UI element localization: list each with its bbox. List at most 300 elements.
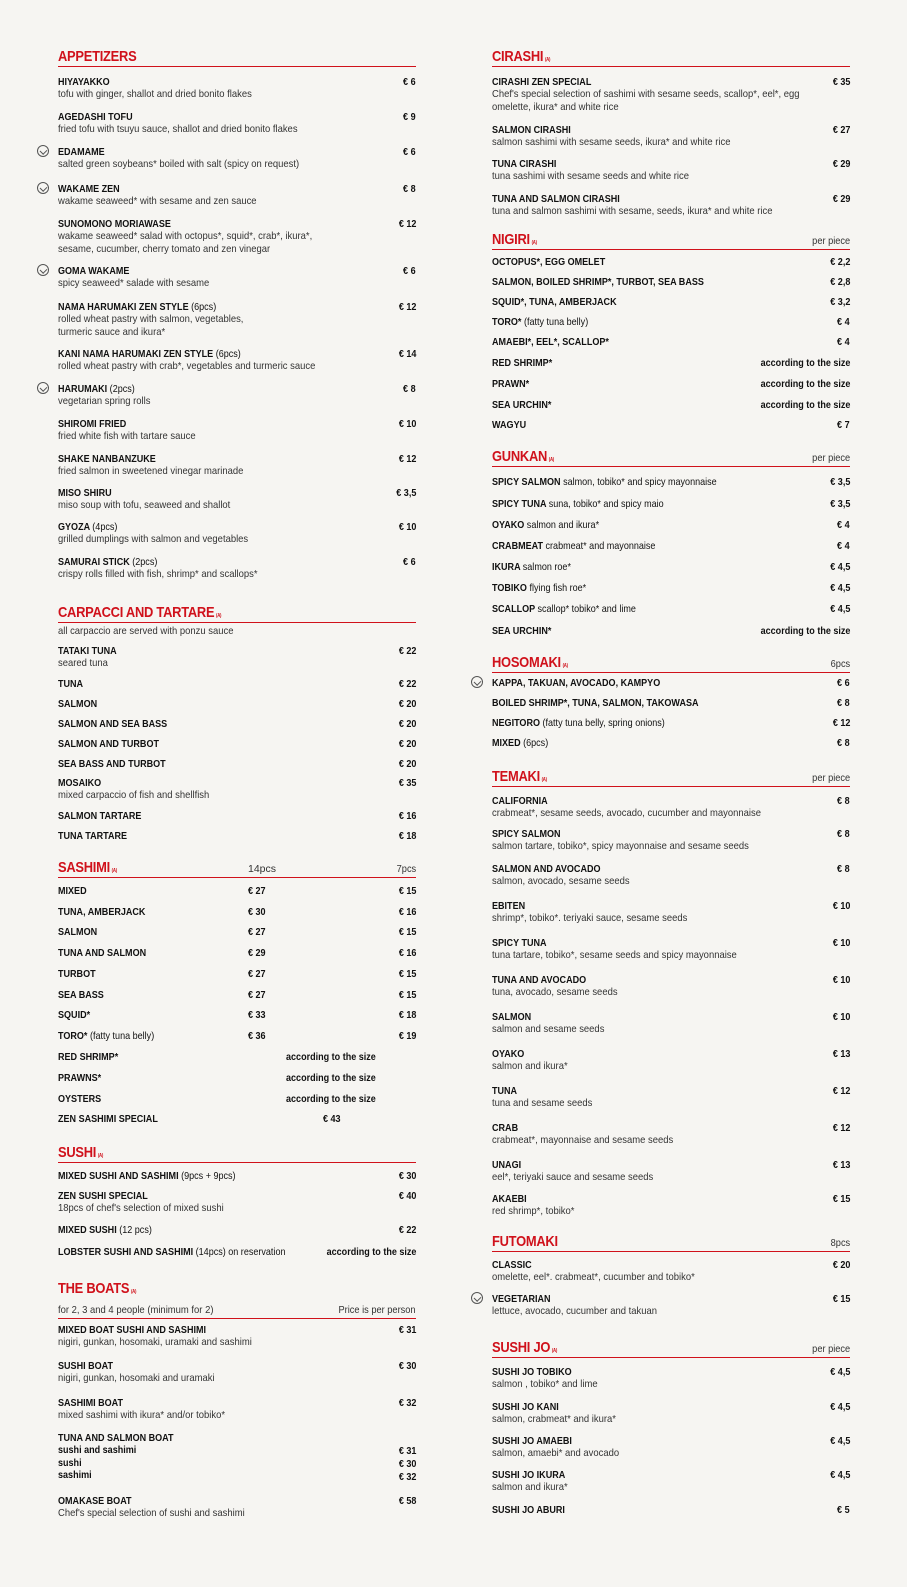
pieces-note: 8pcs	[830, 1237, 850, 1249]
item-price: € 10	[398, 418, 416, 430]
section-header	[58, 857, 416, 878]
item-name: TUNA	[492, 1085, 518, 1097]
item-price: € 29	[248, 947, 266, 959]
item-name: SUSHI JO ABURI	[492, 1504, 565, 1516]
item-extra: (2pcs)	[132, 556, 158, 568]
menu-item	[492, 519, 850, 531]
menu-item	[492, 1259, 850, 1284]
item-name: WAKAME ZEN	[58, 183, 120, 195]
item-name: SPICY SALMON	[492, 828, 561, 840]
item-price: € 8	[837, 828, 850, 840]
menu-item	[492, 193, 850, 218]
item-price: € 22	[398, 678, 416, 690]
item-description: Chef's special selection of sushi and sashimi	[58, 1507, 245, 1519]
section-title: THE BOATS (A)	[58, 1280, 137, 1297]
item-name: OYAKO	[492, 519, 525, 531]
item-description: sushi and sashimi	[58, 1444, 137, 1456]
item-name: TUNA TARTARE	[58, 830, 128, 842]
item-name: OMAKASE BOAT	[58, 1495, 132, 1507]
menu-item	[58, 418, 416, 443]
allergen-mark: (A)	[551, 1348, 558, 1354]
sushi-section	[58, 1142, 416, 1163]
item-price: € 8	[403, 383, 416, 395]
item-price: € 27	[248, 926, 266, 938]
item-name: SALMON	[492, 1011, 532, 1023]
item-name	[492, 737, 800, 749]
appetizers-section	[58, 46, 416, 67]
item-price: € 4,5	[829, 561, 850, 573]
menu-item	[58, 698, 416, 710]
item-name: TUNA AND AVOCADO	[492, 974, 587, 986]
item-name: TUNA	[58, 678, 84, 690]
menu-item	[58, 218, 416, 255]
menu-item	[492, 697, 850, 709]
item-price: € 32	[398, 1471, 416, 1483]
item-extra: (2pcs)	[109, 383, 135, 395]
item-price: according to the size	[286, 1051, 376, 1063]
item-name: AMAEBI*, EEL*, SCALLOP*	[492, 336, 609, 348]
item-description: lettuce, avocado, cucumber and takuan	[492, 1305, 657, 1317]
item-name: SALMON AND AVOCADO	[492, 863, 601, 875]
menu-item	[58, 1224, 416, 1236]
item-name: SQUID*	[58, 1009, 91, 1021]
item-description: 18pcs of chef's selection of mixed sushi	[58, 1202, 224, 1214]
column-header-7pcs: 7pcs	[396, 863, 416, 875]
item-price: according to the size	[760, 378, 850, 390]
menu-item	[492, 1504, 850, 1516]
menu-item	[492, 378, 850, 390]
item-name: MIXED SUSHI	[58, 1224, 117, 1236]
item-description: red shrimp*, tobiko*	[492, 1205, 575, 1217]
item-price: € 10	[832, 937, 850, 949]
per-piece-note: per piece	[811, 772, 850, 784]
item-description: fried tofu with tsuyu sauce, shallot and dried bonito flakes	[58, 123, 298, 135]
item-price: € 4	[837, 336, 850, 348]
menu-item	[492, 737, 850, 749]
menu-item	[58, 968, 416, 980]
allergen-mark: (A)	[531, 240, 537, 246]
menu-item	[492, 336, 850, 348]
menu-item	[58, 1246, 416, 1258]
item-description: omelette, eel*. crabmeat*, cucumber and tobiko*	[492, 1271, 695, 1283]
item-name	[58, 1030, 366, 1042]
item-extra: (12 pcs)	[119, 1224, 152, 1236]
menu-item	[492, 1159, 850, 1184]
menu-item	[58, 645, 416, 670]
section-title: TEMAKI (A)	[492, 768, 547, 785]
section-header	[492, 46, 850, 67]
item-name: MOSAIKO	[58, 777, 102, 789]
item-price: € 4,5	[829, 1366, 850, 1378]
item-price: € 2,2	[829, 256, 850, 268]
menu-item	[492, 937, 850, 962]
item-price: € 15	[398, 968, 416, 980]
item-name: AGEDASHI TOFU	[58, 111, 133, 123]
menu-item	[492, 900, 850, 925]
menu-item	[58, 76, 416, 101]
temaki-section	[492, 766, 850, 787]
item-description: rolled wheat pastry with salmon, vegetables,	[58, 313, 244, 325]
section-title: HOSOMAKI (A)	[492, 654, 568, 671]
item-price: € 13	[832, 1159, 850, 1171]
menu-item	[58, 146, 416, 171]
item-description: nigiri, gunkan, hosomaki and uramaki	[58, 1372, 215, 1384]
menu-item	[492, 625, 850, 637]
item-price: according to the size	[760, 625, 850, 637]
item-price: € 9	[403, 111, 416, 123]
allergen-mark: (A)	[111, 868, 117, 874]
menu-item	[58, 810, 416, 822]
item-price: € 10	[832, 1011, 850, 1023]
menu-item	[58, 1324, 416, 1349]
item-name: WAGYU	[492, 419, 527, 431]
item-price: € 13	[832, 1048, 850, 1060]
item-extra: (6pcs)	[191, 301, 217, 313]
item-price: € 3,2	[829, 296, 850, 308]
menu-item	[492, 1011, 850, 1036]
item-description: turmeric sauce and ikura*	[58, 325, 166, 338]
item-description: mixed sashimi with ikura* and/or tobiko*	[58, 1409, 226, 1421]
item-description: tuna tartare, tobiko*, sesame seeds and spicy mayonnaise	[492, 949, 737, 961]
section-header	[492, 766, 850, 787]
item-price: € 27	[832, 124, 850, 136]
item-extra: (fatty tuna belly)	[523, 316, 589, 328]
menu-item	[492, 316, 850, 328]
menu-item	[492, 1469, 850, 1494]
item-description: tofu with ginger, shallot and dried bonito flakes	[58, 88, 252, 100]
item-price: € 16	[398, 906, 416, 918]
item-description: tuna sashimi with sesame seeds and white rice	[492, 170, 689, 182]
item-price: € 30	[398, 1360, 416, 1372]
item-price: € 30	[248, 906, 266, 918]
item-name: SQUID*, TUNA, AMBERJACK	[492, 296, 617, 308]
item-name: SPICY TUNA	[492, 498, 547, 510]
vegetarian-icon	[471, 1292, 483, 1304]
item-price: € 19	[398, 1030, 416, 1042]
section-title: SASHIMI (A)	[58, 859, 117, 876]
item-price: € 4,5	[829, 1435, 850, 1447]
item-name: SALMON TARTARE	[58, 810, 142, 822]
item-extra: (6pcs)	[215, 348, 241, 360]
item-name: SEA URCHIN*	[492, 399, 552, 411]
menu-item	[492, 828, 850, 853]
item-name: CIRASHI ZEN SPECIAL	[492, 76, 592, 88]
item-price: € 16	[398, 947, 416, 959]
menu-item	[58, 830, 416, 842]
item-name	[492, 519, 800, 531]
menu-item	[58, 926, 416, 938]
item-name: OYAKO	[492, 1048, 525, 1060]
item-price: according to the size	[326, 1246, 416, 1258]
menu-item	[58, 885, 416, 897]
menu-item	[492, 717, 850, 729]
item-price: € 30	[398, 1458, 416, 1470]
item-price: € 27	[248, 989, 266, 1001]
menu-item	[492, 974, 850, 999]
futomaki-section	[492, 1231, 850, 1252]
menu-item	[492, 296, 850, 308]
menu-item	[492, 1193, 850, 1218]
item-name: SALMON	[58, 926, 98, 938]
item-name: KAPPA, TAKUAN, AVOCADO, KAMPYO	[492, 677, 661, 689]
item-description: wakame seaweed* with sesame and zen sauce	[58, 195, 257, 207]
item-price: € 20	[398, 738, 416, 750]
section-subtitle: all carpaccio are served with ponzu sauce	[58, 625, 234, 637]
menu-item	[58, 1397, 416, 1422]
item-price: € 6	[403, 556, 416, 568]
item-price: € 15	[832, 1293, 850, 1305]
item-name	[58, 521, 366, 533]
section-header	[492, 1337, 850, 1358]
menu-item	[492, 677, 850, 689]
item-price: € 7	[837, 419, 850, 431]
menu-item	[58, 265, 416, 290]
item-price: € 27	[248, 968, 266, 980]
item-name	[492, 540, 800, 552]
section-title: FUTOMAKI	[492, 1233, 558, 1250]
item-description: omelette, ikura* and white rice	[492, 100, 619, 113]
item-name	[58, 556, 366, 568]
item-price: € 8	[837, 697, 850, 709]
item-name: SALMON CIRASHI	[492, 124, 571, 136]
item-price: € 20	[398, 758, 416, 770]
item-name: SALMON AND TURBOT	[58, 738, 159, 750]
item-name	[492, 316, 800, 328]
item-price: € 22	[398, 645, 416, 657]
item-price: € 15	[398, 885, 416, 897]
item-extra: (fatty tuna belly)	[89, 1030, 155, 1042]
menu-item	[58, 1432, 416, 1482]
item-name: GYOZA	[58, 521, 90, 533]
section-title: NIGIRI (A)	[492, 231, 537, 248]
menu-item	[492, 1435, 850, 1460]
item-description: salmon, crabmeat* and ikura*	[492, 1413, 616, 1425]
item-name: AKAEBI	[492, 1193, 527, 1205]
item-description: grilled dumplings with salmon and vegetables	[58, 533, 249, 545]
allergen-mark: (A)	[541, 777, 547, 783]
item-name: TOBIKO	[492, 582, 527, 594]
per-piece-note: per piece	[811, 1343, 850, 1355]
section-title: GUNKAN (A)	[492, 448, 554, 465]
item-price: € 35	[832, 76, 850, 88]
menu-item	[58, 947, 416, 959]
item-name: SEA URCHIN*	[492, 625, 552, 637]
item-name: TUNA AND SALMON BOAT	[58, 1432, 174, 1444]
item-price: € 4,5	[829, 603, 850, 615]
vegetarian-icon	[37, 145, 49, 157]
item-description: fried salmon in sweetened vinegar marinade	[58, 465, 244, 477]
item-extra: (4pcs)	[92, 521, 118, 533]
item-name: HARUMAKI	[58, 383, 108, 395]
item-price: € 32	[398, 1397, 416, 1409]
item-price: € 33	[248, 1009, 266, 1021]
menu-item	[58, 1495, 416, 1520]
item-description: shrimp*, tobiko*. teriyaki sauce, sesame seeds	[492, 912, 688, 924]
item-name: SALMON	[58, 698, 98, 710]
menu-item	[58, 718, 416, 730]
menu-item	[58, 1360, 416, 1385]
item-name: BOILED SHRIMP*, TUNA, SALMON, TAKOWASA	[492, 697, 699, 709]
item-name: RED SHRIMP*	[58, 1051, 119, 1063]
item-description: salmon and sesame seeds	[492, 1023, 605, 1035]
item-name: SASHIMI BOAT	[58, 1397, 124, 1409]
item-name: SEA BASS	[58, 989, 104, 1001]
boats-section	[58, 1278, 416, 1319]
item-price: € 18	[398, 1009, 416, 1021]
item-name: GOMA WAKAME	[58, 265, 130, 277]
item-description: salmon and ikura*	[492, 1481, 568, 1493]
item-description: vegetarian spring rolls	[58, 395, 151, 407]
item-price: € 4,5	[829, 1469, 850, 1481]
item-name: KANI NAMA HARUMAKI ZEN STYLE	[58, 348, 214, 360]
item-price: € 36	[248, 1030, 266, 1042]
section-title: SUSHI (A)	[58, 1144, 104, 1161]
item-name: RED SHRIMP*	[492, 357, 553, 369]
item-price: € 4	[837, 540, 850, 552]
item-extra: salmon roe*	[522, 561, 571, 573]
item-price: € 58	[398, 1495, 416, 1507]
item-name: MISO SHIRU	[58, 487, 112, 499]
item-price: € 12	[398, 218, 416, 230]
item-price: € 10	[832, 974, 850, 986]
item-price: € 29	[832, 193, 850, 205]
allergen-mark: (A)	[562, 663, 568, 669]
vegetarian-icon	[37, 264, 49, 276]
menu-item	[58, 906, 416, 918]
item-name: NEGITORO	[492, 717, 540, 729]
item-price: € 2,8	[829, 276, 850, 288]
item-price: € 30	[398, 1170, 416, 1182]
item-name: TURBOT	[58, 968, 96, 980]
item-name: SUSHI JO TOBIKO	[492, 1366, 572, 1378]
item-description: salmon, amaebi* and avocado	[492, 1447, 620, 1459]
item-price: € 18	[398, 830, 416, 842]
item-description: sesame, cucumber, cherry tomato and zen vinegar	[58, 242, 271, 255]
gunkan-section	[492, 446, 850, 467]
pieces-note: 6pcs	[830, 658, 850, 670]
menu-item	[58, 453, 416, 478]
item-name: PRAWNS*	[58, 1072, 102, 1084]
menu-item	[492, 582, 850, 594]
menu-item	[58, 1009, 416, 1021]
menu-item	[492, 256, 850, 268]
item-description: mixed carpaccio of fish and shellfish	[58, 789, 210, 801]
menu-item	[58, 758, 416, 770]
menu-item	[58, 1093, 416, 1105]
item-name: SHAKE NANBANZUKE	[58, 453, 156, 465]
menu-item	[492, 863, 850, 888]
item-name: SUSHI JO AMAEBI	[492, 1435, 572, 1447]
menu-item	[492, 795, 850, 820]
item-name	[58, 1246, 366, 1258]
item-extra: (9pcs + 9pcs)	[181, 1170, 236, 1182]
menu-item	[58, 111, 416, 136]
allergen-mark: (A)	[216, 613, 222, 619]
menu-item	[492, 1293, 850, 1318]
item-price: € 8	[837, 795, 850, 807]
menu-item	[58, 183, 416, 208]
item-name: TUNA, AMBERJACK	[58, 906, 146, 918]
item-description: salmon and ikura*	[492, 1060, 568, 1072]
sashimi-section	[58, 857, 416, 878]
item-name: SUSHI BOAT	[58, 1360, 114, 1372]
item-name: SUSHI JO IKURA	[492, 1469, 566, 1481]
menu-item	[58, 383, 416, 408]
item-description: salmon sashimi with sesame seeds, ikura* and white rice	[492, 136, 731, 148]
menu-item	[492, 1366, 850, 1391]
item-name: OYSTERS	[58, 1093, 102, 1105]
item-name: PRAWN*	[492, 378, 530, 390]
item-name: UNAGI	[492, 1159, 522, 1171]
item-description: crabmeat*, mayonnaise and sesame seeds	[492, 1134, 674, 1146]
item-name	[492, 561, 800, 573]
item-price: € 4,5	[829, 582, 850, 594]
menu-item	[58, 1190, 416, 1215]
item-price: € 6	[403, 146, 416, 158]
menu-item	[492, 561, 850, 573]
item-name: HIYAYAKKO	[58, 76, 110, 88]
menu-item	[58, 1030, 416, 1042]
item-description: tuna and sesame seeds	[492, 1097, 593, 1109]
item-price: € 40	[398, 1190, 416, 1202]
item-name: MIXED SUSHI AND SASHIMI	[58, 1170, 179, 1182]
item-description: seared tuna	[58, 657, 108, 669]
menu-item	[492, 1048, 850, 1073]
item-name	[492, 498, 800, 510]
per-piece-note: per piece	[811, 452, 850, 464]
item-description: salted green soybeans* boiled with salt (spicy on request)	[58, 158, 300, 170]
item-price: € 16	[398, 810, 416, 822]
item-description: sashimi	[58, 1469, 92, 1481]
menu-item	[58, 1072, 416, 1084]
item-description: nigiri, gunkan, hosomaki, uramaki and sashimi	[58, 1336, 252, 1348]
carpacci-section	[58, 602, 416, 637]
item-description: tuna and salmon sashimi with sesame, seeds, ikura* and white rice	[492, 205, 773, 217]
menu-item	[58, 348, 416, 373]
item-name: IKURA	[492, 561, 521, 573]
section-header	[58, 1142, 416, 1163]
item-name: SUNOMONO MORIAWASE	[58, 218, 171, 230]
item-name: SUSHI JO KANI	[492, 1401, 559, 1413]
item-price: € 20	[398, 698, 416, 710]
item-extra: crabmeat* and mayonnaise	[545, 540, 656, 552]
item-price: € 12	[832, 1122, 850, 1134]
item-name: SALMON AND SEA BASS	[58, 718, 168, 730]
item-price: € 14	[398, 348, 416, 360]
item-name: CALIFORNIA	[492, 795, 548, 807]
item-price: € 29	[832, 158, 850, 170]
menu-item	[492, 498, 850, 510]
item-price: € 4,5	[829, 1401, 850, 1413]
item-extra: scallop* tobiko* and lime	[537, 603, 636, 615]
vegetarian-icon	[471, 676, 483, 688]
item-name	[58, 383, 366, 395]
menu-item	[58, 556, 416, 581]
section-header	[492, 229, 850, 250]
item-name: OCTOPUS*, EGG OMELET	[492, 256, 606, 268]
menu-item	[492, 1085, 850, 1110]
allergen-mark: (A)	[548, 457, 554, 463]
item-price: € 12	[398, 453, 416, 465]
menu-item	[492, 124, 850, 149]
item-price: € 3,5	[829, 476, 850, 488]
menu-item	[58, 989, 416, 1001]
item-name: EDAMAME	[58, 146, 105, 158]
item-name	[58, 1224, 366, 1236]
allergen-mark: (A)	[130, 1289, 137, 1295]
price-note: Price is per person	[338, 1304, 416, 1316]
allergen-mark: (A)	[97, 1153, 104, 1159]
